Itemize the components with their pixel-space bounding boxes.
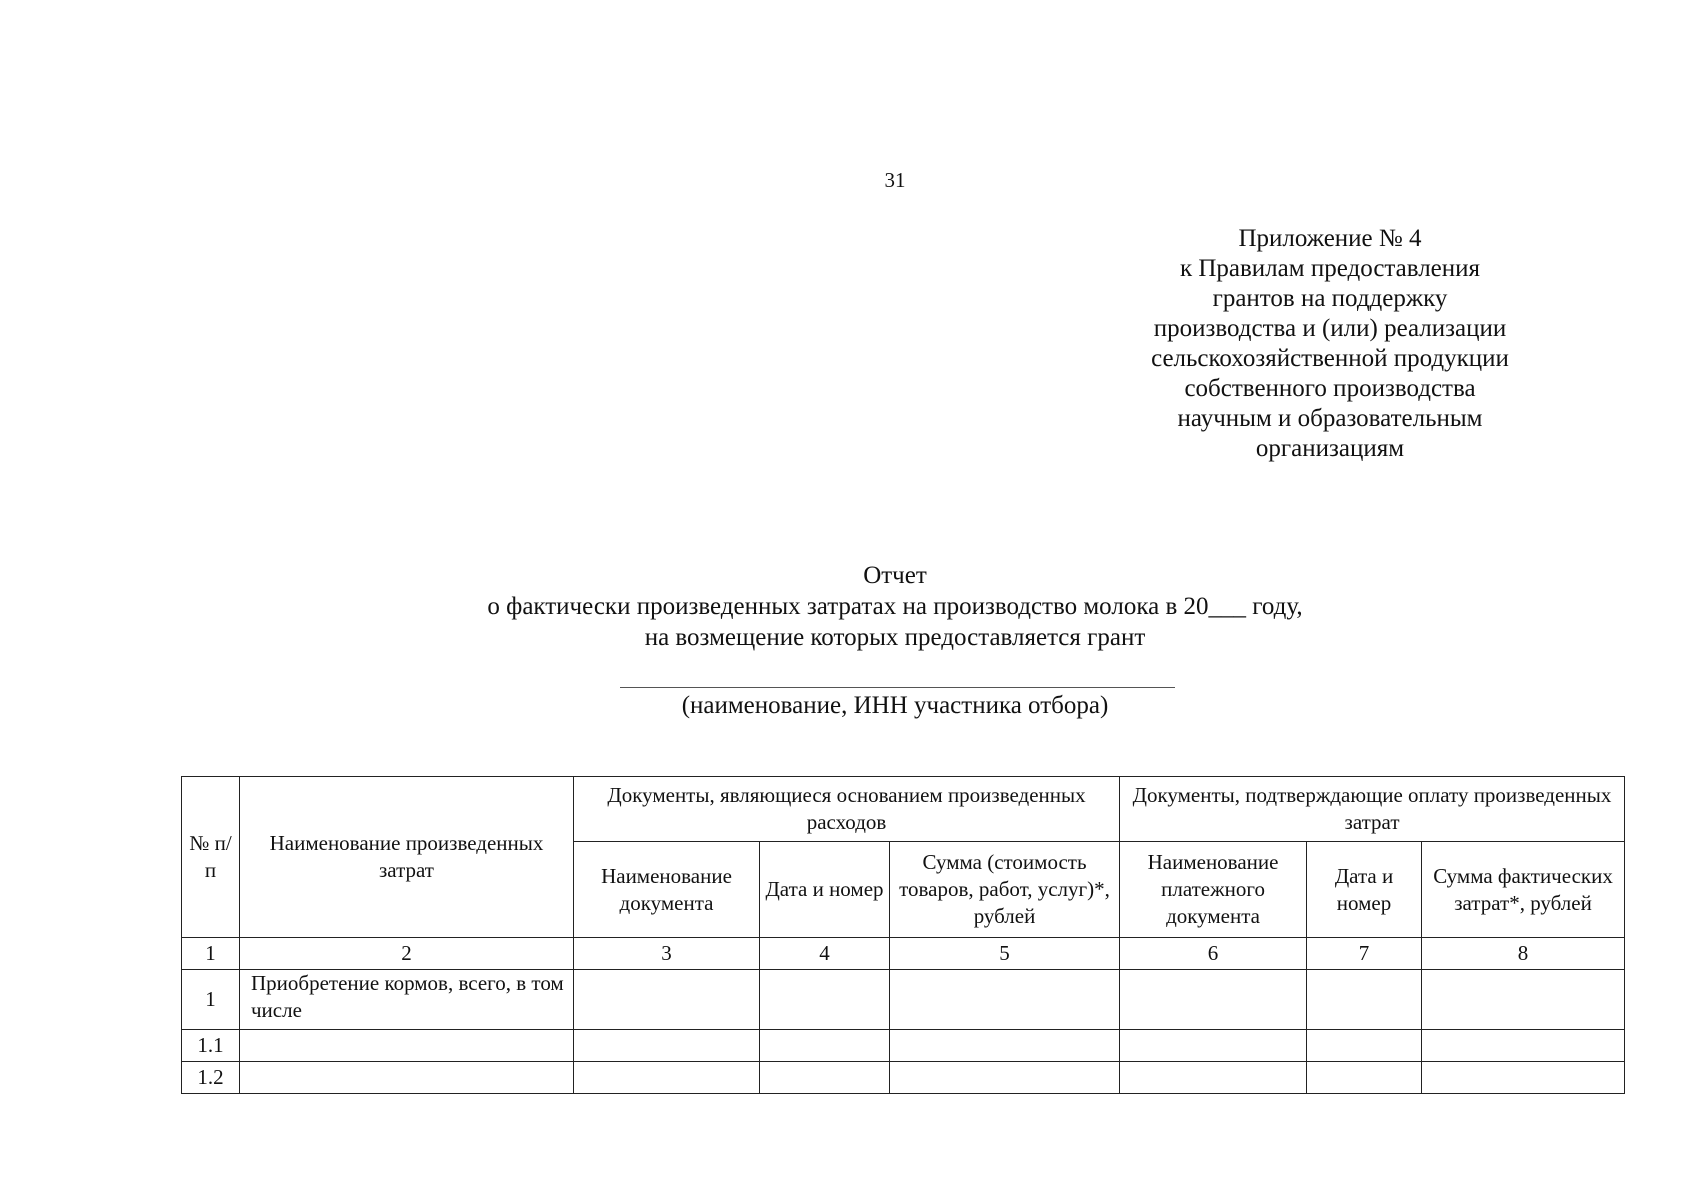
header-pay-name: Наименование платежного документа [1120,842,1307,938]
report-subtitle-line1: о фактически произведенных затратах на производство молока в 20___ году, [487,593,1303,620]
column-number: 8 [1422,938,1625,970]
expense-report-table [181,776,1625,1094]
column-number: 1 [182,938,240,970]
appendix-line: производства и (или) реализации [1153,315,1507,342]
header-doc-sum: Сумма (стоимость товаров, работ, услуг)*, рублей [890,842,1120,938]
row-cell [890,1030,1120,1062]
column-number: 5 [890,938,1120,970]
table-row [182,970,1625,1030]
row-cell [574,1030,760,1062]
row-cell [1307,1030,1422,1062]
row-cell [760,970,890,1030]
row-expense-name [240,1062,574,1094]
header-pay-date: Дата и номер [1307,842,1422,938]
appendix-line: грантов на поддержку [1212,285,1448,312]
column-number: 4 [760,938,890,970]
row-num: 1.2 [182,1062,240,1094]
appendix-line: собственного производства [1184,375,1476,402]
header-basis-documents: Документы, являющиеся основанием произведенных расходов [574,777,1120,842]
appendix-line: Приложение № 4 [1238,225,1422,252]
row-cell [1307,1062,1422,1094]
appendix-line: организациям [1255,435,1405,462]
appendix-line: к Правилам предоставления [1179,255,1481,282]
header-payment-documents: Документы, подтверждающие оплату произведенных затрат [1120,777,1625,842]
appendix-note [1120,224,1540,464]
participant-name-line [620,687,1175,688]
header-pay-sum: Сумма фактических затрат*, рублей [1422,842,1625,938]
row-cell [760,1062,890,1094]
row-num: 1 [182,970,240,1030]
report-header [0,560,1697,653]
row-num: 1.1 [182,1030,240,1062]
appendix-line: сельскохозяйственной продукции [1151,345,1509,372]
header-doc-name: Наименование документа [574,842,760,938]
row-cell [760,1030,890,1062]
row-cell [1422,1062,1625,1094]
row-cell [1120,970,1307,1030]
row-cell [890,1062,1120,1094]
header-row-group [182,777,1625,842]
page-number: 31 [884,168,906,192]
participant-caption: (наименование, ИНН участника отбора) [681,692,1109,719]
column-number: 7 [1307,938,1422,970]
row-cell [1120,1062,1307,1094]
row-cell [574,1062,760,1094]
row-cell [1307,970,1422,1030]
report-subtitle-line2: на возмещение которых предоставляется грант [644,624,1146,651]
row-cell [890,970,1120,1030]
header-doc-date: Дата и номер [760,842,890,938]
header-num: № п/п [182,777,240,938]
column-numbers-row [182,938,1625,970]
header-expense-name: Наименование произведенных затрат [240,777,574,938]
table-row [182,1062,1625,1094]
row-expense-name: Приобретение кормов, всего, в том числе [240,970,574,1030]
column-number: 6 [1120,938,1307,970]
row-cell [1120,1030,1307,1062]
table-row [182,1030,1625,1062]
report-title: Отчет [863,562,927,589]
row-cell [574,970,760,1030]
column-number: 2 [240,938,574,970]
row-cell [1422,1030,1625,1062]
row-expense-name [240,1030,574,1062]
column-number: 3 [574,938,760,970]
row-cell [1422,970,1625,1030]
appendix-line: научным и образовательным [1177,405,1483,432]
